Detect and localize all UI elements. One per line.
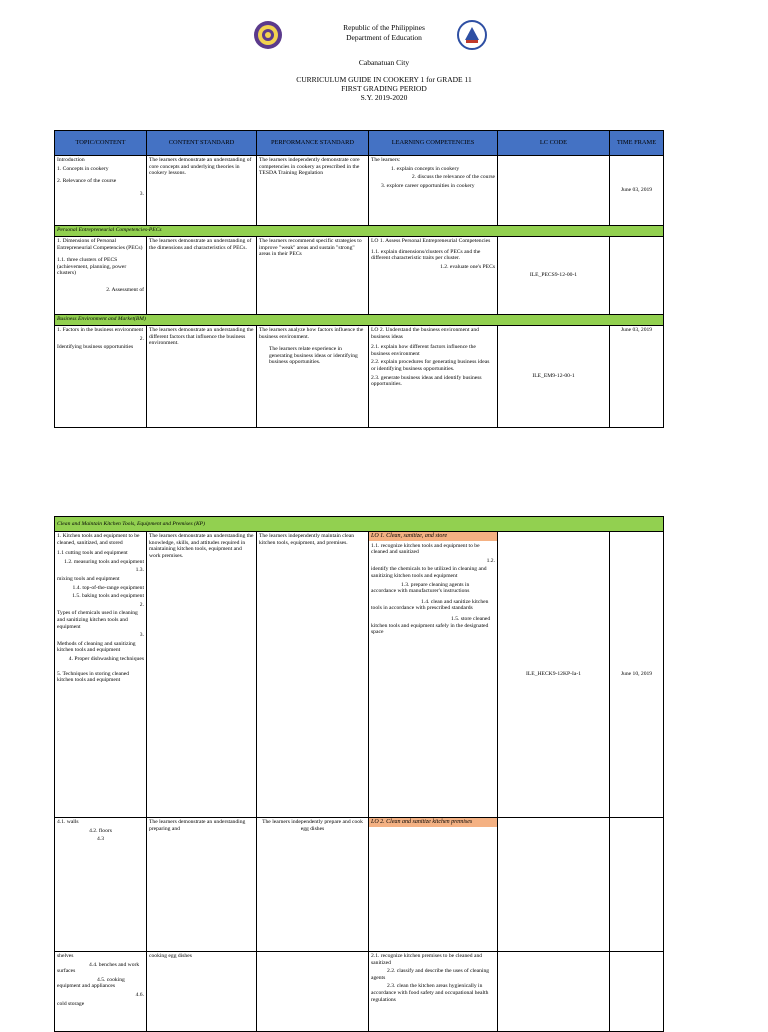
table-row (55, 237, 664, 315)
competencies-cell: The learners: 1. explain concepts in cookery 2. discuss the relevance of the course 3. explore career opportunities in cookery (369, 156, 498, 226)
table-row (55, 156, 664, 226)
competencies-cell: LO 2. Understand the business environment and business ideas 2.1. explain how different factors influence the business environment 2.2. explain procedures for generating business ideas or identifying business opportunities. 2.3. generate business ideas and identify business opportunities. (369, 326, 498, 428)
time-frame-cell: June 03, 2019 (610, 156, 664, 226)
topic-cell: Introduction 1. Concepts in cookery 2. Relevance of the course 3. (55, 156, 147, 226)
col-content-standard: CONTENT STANDARD (147, 131, 257, 156)
lo-title: LO 2. Clean and sanitize kitchen premises (369, 818, 497, 827)
topic-cell: 1. Factors in the business environment 2. Identifying business opportunities (55, 326, 147, 428)
lo-title: LO 1. Clean, sanitize, and store (369, 532, 497, 541)
col-performance-standard: PERFORMANCE STANDARD (257, 131, 369, 156)
col-lc-code: LC CODE (498, 131, 610, 156)
time-frame-cell (610, 952, 664, 1032)
time-frame-cell (610, 818, 664, 952)
content-standard-cell: The learners demonstrate an understanding of the dimensions and characteristics of PECs. (147, 237, 257, 315)
topic-cell: shelves 4.4. benches and work surfaces 4.5. cooking equipment and appliances 4.6. cold storage (55, 952, 147, 1032)
performance-standard-cell: The learners analyze how factors influence the business environment. The learners relate experience in generating business ideas or identifying business opportunities. (257, 326, 369, 428)
lc-code-cell (498, 952, 610, 1032)
col-topic: TOPIC/CONTENT (55, 131, 147, 156)
performance-standard-cell: The learners independently demonstrate core competencies in cookery as prescribed in the TESDA Training Regulation (257, 156, 369, 226)
guide-title: CURRICULUM GUIDE IN COOKERY 1 for GRADE 11 (296, 75, 472, 84)
lc-code-cell: ILE_EM9-12-00-1 (498, 326, 610, 428)
table-row (55, 326, 664, 428)
time-frame-cell: June 03, 2019 (610, 326, 664, 428)
competencies-cell: 2.1. recognize kitchen premises to be cleaned and sanitized 2.2. classify and describe the uses of cleaning agents 2.3. clean the kitchen areas hygienically in accordance with food safety and occupational health regulations (369, 952, 498, 1032)
table-row (55, 952, 664, 1032)
curriculum-table-2 (54, 516, 664, 1032)
section-row-bem (55, 315, 664, 326)
curriculum-table-1 (54, 130, 664, 428)
col-learning-competencies: LEARNING COMPETENCIES (369, 131, 498, 156)
city-line: Cabanatuan City (358, 58, 410, 67)
time-frame-cell (610, 237, 664, 315)
lc-code-cell: ILE_PECS9-12-00-1 (498, 237, 610, 315)
section-row-pecs (55, 226, 664, 237)
topic-cell: 1. Kitchen tools and equipment to be cleaned, sanitized, and stored 1.1 cutting tools and equipment 1.2. measuring tools and equipment 1.3. mixing tools and equipment 1.4. top-of-the-range equipment 1.5. baking tools and equipment 2. Types of chemicals used in cleaning and sanitizing kitchen tools and equipment 3. Methods of cleaning and sanitizing kitchen tools and equipment 4. Proper dishwashing techniques 5. Techniques in storing cleaned kitchen tools and equipment (55, 532, 147, 818)
topic-cell: 4.1. walls 4.2. floors 4.3 (55, 818, 147, 952)
content-standard-cell: The learners demonstrate an understanding the different factors that influence the business environment. (147, 326, 257, 428)
lc-code-cell: ILE_HECK9-12KP-Ia-1 (498, 532, 610, 818)
col-time-frame: TIME FRAME (610, 131, 664, 156)
republic-line: Republic of the Philippines (343, 23, 425, 32)
competencies-cell: LO 1. Assess Personal Entrepreneurial Competencies 1.1. explain dimensions/clusters of PECs and the different characteristic traits per cluster. 1.2. evaluate one's PECs (369, 237, 498, 315)
competencies-cell: LO 1. Clean, sanitize, and store 1.1. recognize kitchen tools and equipment to be cleaned and sanitized 1.2. identify the chemicals to be utilized in cleaning and sanitizing kitchen tools and equipment 1.3. prepare cleaning agents in accordance with manufacturer's instructions 1.4. clean and sanitize kitchen tools in accordance with prescribed standards 1.5. store cleaned kitchen tools and equipment safely in the designated space (369, 532, 498, 818)
school-year: S.Y. 2019-2020 (360, 93, 408, 102)
time-frame-cell: June 10, 2019 (610, 532, 664, 818)
section-row-kp (55, 517, 664, 532)
table-header-row (55, 131, 664, 156)
content-standard-cell: The learners demonstrate an understanding of core concepts and underlying theories in cookery lessons. (147, 156, 257, 226)
topic-cell: 1. Dimensions of Personal Entrepreneurial Competencies (PECs) 1.1. three clusters of PECS (achievement, planning, power clusters) 2. Assessment of (55, 237, 147, 315)
content-standard-cell: The learners demonstrate an understanding preparing and (147, 818, 257, 952)
performance-standard-cell: The learners recommend specific strategies to improve "weak" areas and sustain "strong" areas in their PECs (257, 237, 369, 315)
section-title: Business Environment and Market(BM) (55, 315, 664, 326)
lc-code-cell (498, 156, 610, 226)
content-standard-cell: cooking egg dishes (147, 952, 257, 1032)
competencies-cell (369, 818, 498, 952)
performance-standard-cell: The learners independently prepare and cook egg dishes (257, 818, 369, 952)
section-title: Personal Entrepreneurial Competencies-PECs (55, 226, 664, 237)
lc-code-cell (498, 818, 610, 952)
table-row (55, 818, 664, 952)
content-standard-cell: The learners demonstrate an understanding the knowledge, skills, and attitudes required in maintaining kitchen tools, equipment and work premises. (147, 532, 257, 818)
grading-period: FIRST GRADING PERIOD (341, 84, 427, 93)
table-row (55, 532, 664, 818)
performance-standard-cell: The learners independently maintain clean kitchen tools, equipment, and premises. (257, 532, 369, 818)
performance-standard-cell (257, 952, 369, 1032)
section-title: Clean and Maintain Kitchen Tools, Equipment and Premises (KP) (55, 517, 664, 532)
department-line: Department of Education (346, 33, 422, 42)
